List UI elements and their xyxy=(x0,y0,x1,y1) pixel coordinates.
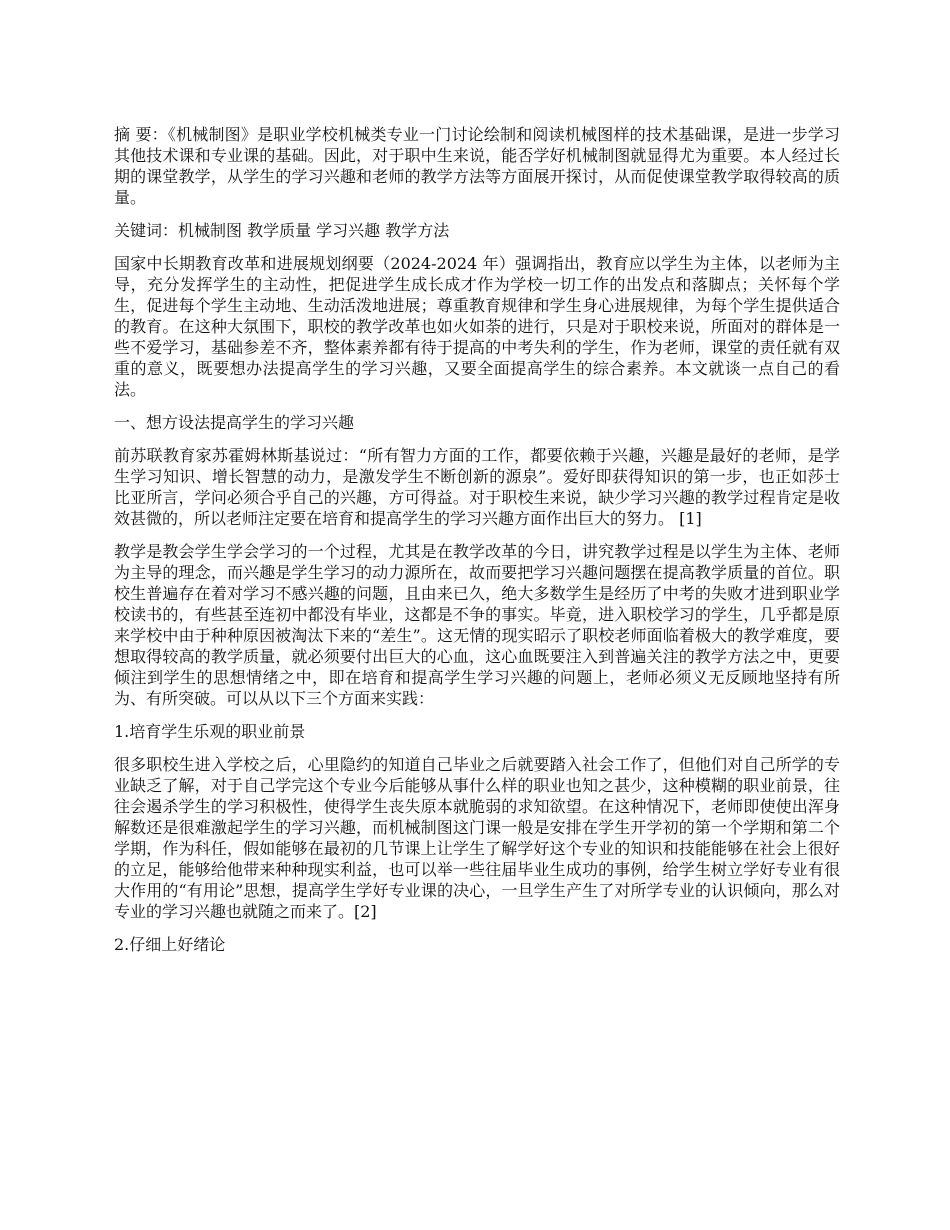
section1-paragraph-2: 教学是教会学生学会学习的一个过程，尤其是在教学改革的今日，讲究教学过程是以学生为主体、老师为主导的理念，而兴趣是学生学习的动力源所在，故而要把学习兴趣问题摆在提高教学质量的首位。职校生普遍存在着对学习不感兴趣的问题，且由来已久，绝大多数学生是经历了中考的失败才进到职业学校读书的，有些甚至连初中都没有毕业，这都是不争的事实。毕竟，进入职校学习的学生，几乎都是原来学校中由于种种原因被淘汰下来的“差生”。这无情的现实昭示了职校老师面临着极大的教学难度，要想取得较高的教学质量，就必须要付出巨大的心血，这心血既要注入到普遍关注的教学方法之中，更要倾注到学生的思想情绪之中，即在培育和提高学生学习兴趣的问题上，老师必须义无反顾地坚持有所为、有所突破。可以从以下三个方面来实践： xyxy=(114,542,840,708)
document-page xyxy=(114,124,840,967)
keywords-line: 关键词：机械制图 教学质量 学习兴趣 教学方法 xyxy=(114,221,450,240)
subsection-heading-1: 1.培育学生乐观的职业前景 xyxy=(114,722,306,741)
section-heading-1: 一、想方设法提高学生的学习兴趣 xyxy=(114,413,355,432)
intro-paragraph: 国家中长期教育改革和进展规划纲要（2024-2024 年）强调指出，教育应以学生为主体，以老师为主导，充分发挥学生的主动性，把促进学生成长成才作为学校一切工作的出发点和落脚点；关怀每个学生，促进每个学生主动地、生动活泼地进展；尊重教育规律和学生身心进展规律，为每个学生提供适合的教育。在这种大氛围下，职校的教学改革也如火如荼的进行，只是对于职校来说，所面对的群体是一些不爱学习，基础参差不齐，整体素养都有待于提高的中考失利的学生，作为老师，课堂的责任就有双重的意义，既要想办法提高学生的学习兴趣，又要全面提高学生的综合素养。本文就谈一点自己的看法。 xyxy=(114,254,840,399)
subsection-heading-2: 2.仔细上好绪论 xyxy=(114,935,226,954)
subsection1-paragraph: 很多职校生进入学校之后，心里隐约的知道自己毕业之后就要踏入社会工作了，但他们对自己所学的专业缺乏了解，对于自己学完这个专业今后能够从事什么样的职业也知之甚少，这种模糊的职业前景，往往会遏杀学生的学习积极性，使得学生丧失原本就脆弱的求知欲望。在这种情况下，老师即使使出浑身解数还是很难激起学生的学习兴趣，而机械制图这门课一般是安排在学生开学初的第一个学期和第二个学期，作为科任，假如能够在最初的几节课上让学生了解学好这个专业的知识和技能能够在社会上很好的立足，能够给他带来种种现实利益，也可以举一些往届毕业生成功的事例，给学生树立学好专业有很大作用的“有用论”思想，提高学生学好专业课的决心，一旦学生产生了对所学专业的认识倾向，那么对专业的学习兴趣也就随之而来了。[2] xyxy=(114,755,840,921)
section1-paragraph-1: 前苏联教育家苏霍姆林斯基说过：“所有智力方面的工作，都要依赖于兴趣，兴趣是最好的老师，是学生学习知识、增长智慧的动力，是激发学生不断创新的源泉”。爱好即获得知识的第一步，也正如莎士比亚所言，学问必须合乎自己的兴趣，方可得益。对于职校生来说，缺少学习兴趣的教学过程肯定是收效甚微的，所以老师注定要在培育和提高学生的学习兴趣方面作出巨大的努力。 [1] xyxy=(114,446,840,528)
abstract-paragraph: 摘 要：《机械制图》是职业学校机械类专业一门讨论绘制和阅读机械图样的技术基础课，是进一步学习其他技术课和专业课的基础。因此，对于职中生来说，能否学好机械制图就显得尤为重要。本人经过长期的课堂教学，从学生的学习兴趣和老师的教学方法等方面展开探讨，从而促使课堂教学取得较高的质量。 xyxy=(114,125,840,207)
